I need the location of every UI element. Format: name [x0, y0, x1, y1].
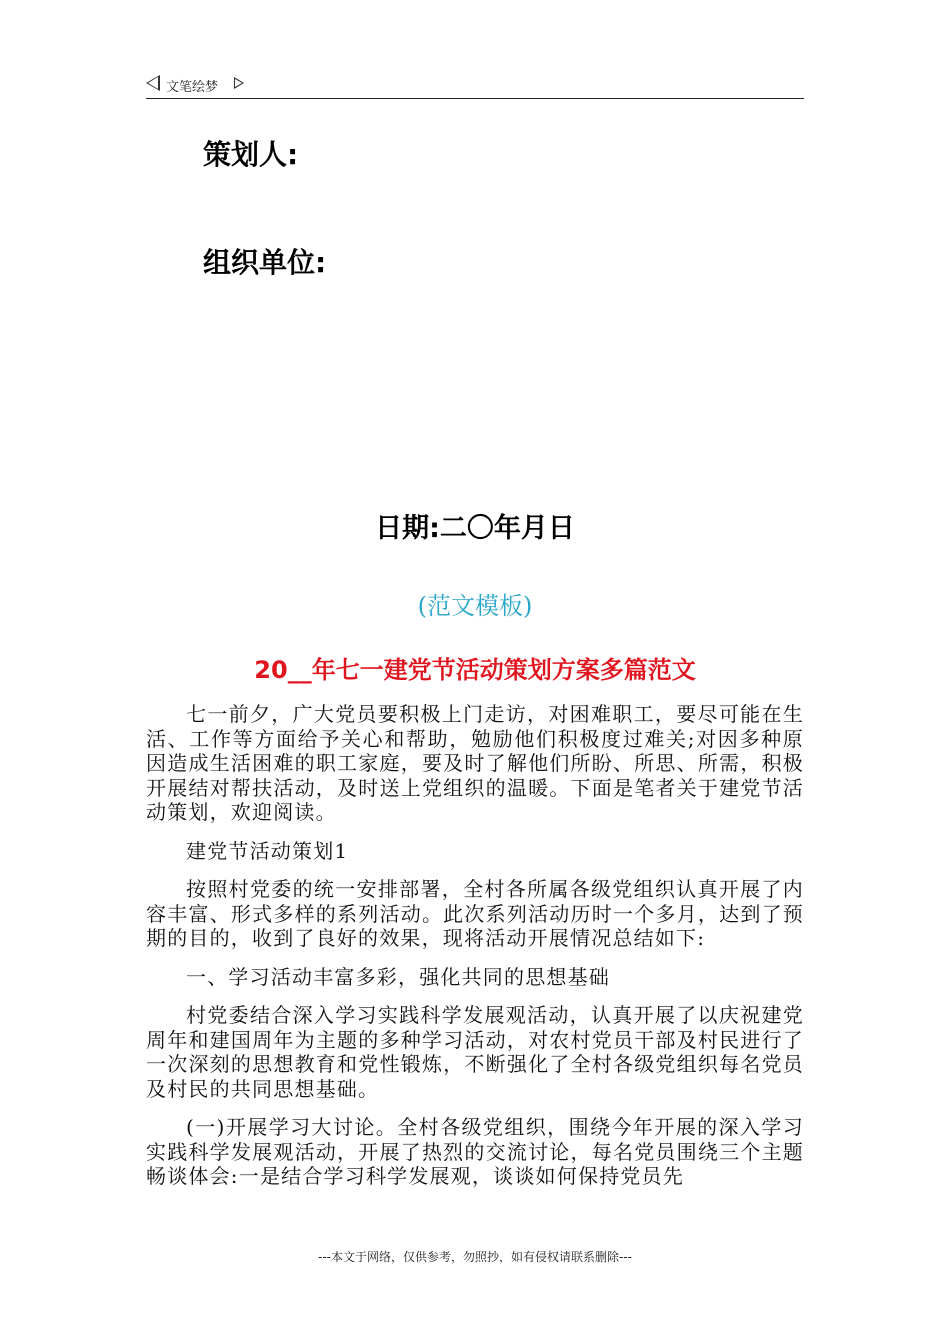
section-heading-1: 一、学习活动丰富多彩，强化共同的思想基础 [186, 964, 610, 989]
paragraph-intro: 七一前夕，广大党员要积极上门走访，对困难职工，要尽可能在生活、工作等方面给予关心和帮助，勉励他们积极度过难关;对因多种原因造成生活困难的职工家庭，要及时了解他们所盼、所思、所需，积极开展结对帮扶活动，及时送上党组织的温暖。下面是笔者关于建党节活动策划，欢迎阅读。 [146, 702, 804, 824]
date-line: 日期:二〇年月日 [375, 513, 575, 544]
organization-label: 组织单位: [203, 246, 327, 279]
page-header [146, 72, 804, 99]
document-body [146, 702, 804, 1203]
triangle-right-icon [234, 77, 244, 89]
page-footer: ---本文于网络，仅供参考，勿照抄，如有侵权请联系删除--- [318, 1250, 632, 1264]
header-name: 文笔绘梦 [166, 80, 219, 95]
paragraph-discussion: (一)开展学习大讨论。全村各级党组织，围绕今年开展的深入学习实践科学发展观活动，开展了热烈的交流讨论，每名党员围绕三个主题畅谈体会:一是结合学习科学发展观，谈谈如何保持党员先 [146, 1115, 804, 1188]
section-heading-plan-1: 建党节活动策划1 [186, 838, 349, 863]
document-title: 20__年七一建党节活动策划方案多篇范文 [254, 656, 696, 684]
paragraph-study-activities: 村党委结合深入学习实践科学发展观活动，认真开展了以庆祝建党周年和建国周年为主题的多种学习活动，对农村党员干部及村民进行了一次深刻的思想教育和党性锻炼，不断强化了全村各级党组织每名党员及村民的共同思想基础。 [146, 1003, 804, 1101]
template-tag: (范文模板) [417, 592, 533, 620]
paragraph-overview: 按照村党委的统一安排部署，全村各所属各级党组织认真开展了内容丰富、形式多样的系列活动。此次系列活动历时一个多月，达到了预期的目的，收到了良好的效果，现将活动开展情况总结如下: [146, 877, 804, 950]
triangle-left-icon [146, 75, 160, 91]
planner-label: 策划人: [203, 138, 299, 171]
